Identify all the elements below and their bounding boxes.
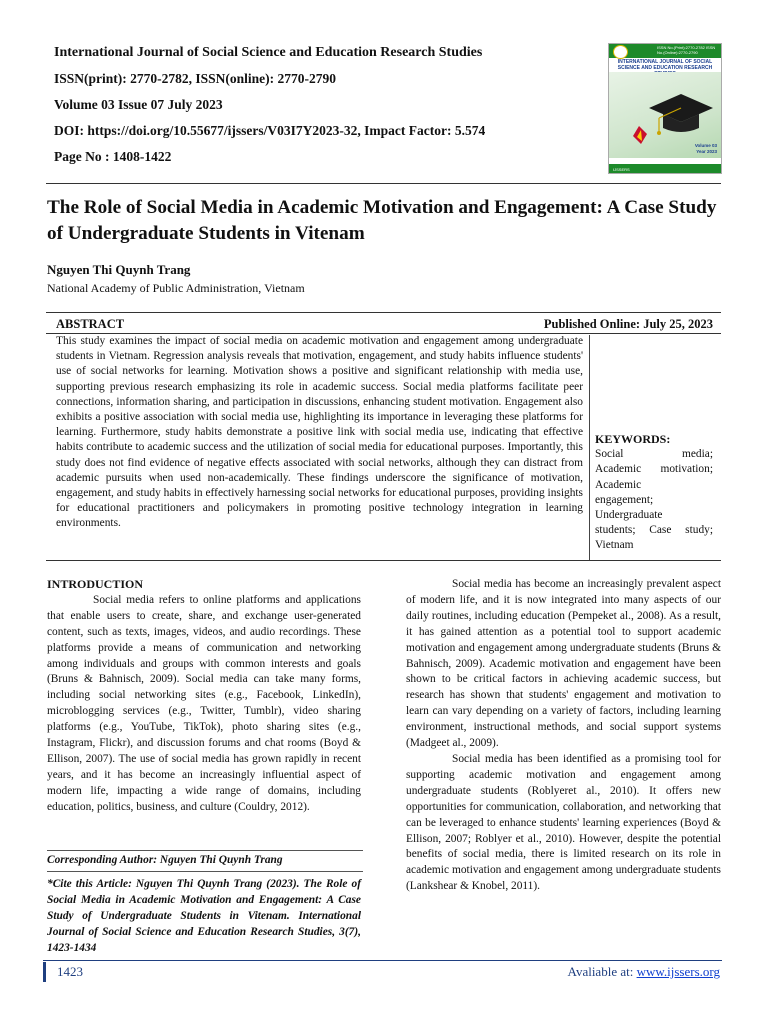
graduation-cap-icon (619, 84, 715, 150)
issn-line: ISSN(print): 2770-2782, ISSN(online): 2770-2790 (54, 71, 337, 86)
published-online-date: Published Online: July 25, 2023 (543, 317, 713, 331)
left-column (47, 577, 361, 816)
page-range: Page No : 1408-1422 (54, 149, 172, 164)
keyword-line: Vietnam (595, 539, 634, 552)
keyword-line: Academic (595, 478, 642, 491)
volume-issue: Volume 03 Issue 07 July 2023 (54, 97, 223, 112)
author-name: Nguyen Thi Quynh Trang (47, 262, 191, 277)
keyword-line: students; Case study; (595, 524, 713, 537)
available-label: Avaliable at: (567, 964, 637, 979)
abstract-top-rule (46, 312, 721, 313)
journal-website-link[interactable]: www.ijssers.org (636, 964, 720, 979)
cover-title: INTERNATIONAL JOURNAL OF SOCIAL SCIENCE AND EDUCATION RESEARCH (617, 59, 713, 71)
intro-paragraph-2: Social media has become an increasingly prevalent aspect of modern life, and it is now integrated into many aspects of our daily routines, including education (Pempeket al., 2008). As a result, it has gained attention as a potential tool to support academic motivation and engagement among undergraduate students (Bruns & Bahnisch, 2009). Academic motivation and engagement have been shown to be critical factors in achieving academic success, but research has shown that students' engagement and motivation to learn can vary depending on a variety of factors, including learning environment, instructional methods, and social support systems (Madgeet al., 2009). (406, 578, 721, 750)
corresponding-author: Corresponding Author: Nguyen Thi Quynh Trang (47, 854, 283, 866)
corresponding-rule (47, 850, 363, 851)
journal-logo-icon (613, 45, 628, 59)
right-column (406, 577, 721, 895)
doi-line[interactable]: DOI: https://doi.org/10.55677/ijssers/V03I7Y2023-32, Impact Factor: 5.574 (54, 123, 486, 138)
intro-paragraph-3: Social media has been identified as a promising tool for supporting academic motivation and engagement among undergraduate students (Roblyeret al., 2010). It offers new opportunities for communication, collaboration, and networking that can be leveraged to enhance students' learning experiences (Boyd & Ellison, 2007; Roblyer et al., 2010). However, despite the potential benefits of social media, there is limited research on its role in academic motivation and engagement among undergraduate students (Lankshear & Knobel, 2011). (406, 752, 721, 893)
availability-note (568, 964, 720, 980)
abstract-heading: ABSTRACT (56, 317, 125, 331)
abstract-text: This study examines the impact of social media on academic motivation and engagement among undergraduate students in Vietnam. Regression analysis reveals that motivation, engagement, and study habits influence students' use of social networks for learning. Motivation shows a positive and significant relationship with media use, supporting previous research emphasizing its role in academic success. Social media platforms facilitate peer connections, information sharing, and participation in discussions, enhancing student motivation. Engagement also exhibits a positive association with social media use, highlighting its importance in leveraging these platforms for learning. Furthermore, study habits demonstrate a positive link with social media use, indicating that effective habits contribute to academic success and the utilization of social media for educational purposes. Importantly, this study does not find evidence of negative effects associated with social networks, although they can distract from academic pursuits when used non-academically. These findings underscore the significance of motivation, engagement, and study habits in effectively harnessing social networks for educational purposes, providing insights for educational practitioners and policymakers in promoting positive technology integration in learning environments. (56, 335, 583, 530)
introduction-heading: INTRODUCTION (47, 577, 144, 591)
cover-issn: ISSN No.(Print):2770-2782 ISSN No.(Online):2770-2790 (657, 45, 716, 55)
cover-footer-text: IJSSERS (613, 167, 630, 172)
keywords-block (595, 432, 713, 554)
journal-cover-image (608, 43, 722, 174)
cover-volume: Volume 03 Year 2023 (694, 143, 717, 154)
cite-rule (47, 871, 363, 872)
keyword-line: Undergraduate (595, 509, 663, 522)
keyword-line: Social media; (595, 448, 713, 461)
footer-rule (43, 960, 722, 961)
abstract-bottom-rule (46, 560, 721, 561)
keyword-line: engagement; (595, 493, 654, 506)
footer-accent-bar (43, 962, 46, 982)
intro-paragraph-1: Social media refers to online platforms and applications that enable users to create, share, and exchange user-generated content, such as texts, images, videos, and audio recordings. These platforms provide a means of communication and networking among individuals and groups with common interests and goals (Bruns & Bahnisch, 2009). Social media can take many forms, including social networking sites (e.g., Facebook, LinkedIn), microblogging services (e.g., Twitter, Tumblr), video sharing platforms (e.g., YouTube, TikTok), photo sharing sites (e.g., Instagram, Flickr), and discussion forums and chat rooms (Boyd & Ellison, 2007). The use of social media has grown rapidly in recent years, and it has become an increasingly influential aspect of modern life, impacting a wide range of domains, including education, politics, business, and culture (Couldry, 2012). (47, 593, 361, 813)
keyword-line: Academic motivation; (595, 463, 713, 476)
cover-bottom-band (609, 164, 721, 173)
page-number: 1423 (57, 964, 83, 979)
article-title: The Role of Social Media in Academic Motivation and Engagement: A Case Study of Undergraduate Students in Vitenam (47, 197, 717, 244)
author-affiliation: National Academy of Public Administration, Vietnam (47, 281, 305, 295)
keywords-heading: KEYWORDS: (595, 432, 671, 446)
header-divider (46, 183, 721, 184)
abstract-column-divider (589, 335, 590, 560)
cite-this-article: *Cite this Article: Nguyen Thi Quynh Trang (2023). The Role of Social Media in Academic Motivation and Engagement: A Case Study of Undergraduate Students in Vitenam. International Journal of Social Science and Education Research Studies, 3(7), 1423-1434 (47, 878, 361, 954)
journal-name: International Journal of Social Science and Education Research Studies (54, 45, 483, 60)
